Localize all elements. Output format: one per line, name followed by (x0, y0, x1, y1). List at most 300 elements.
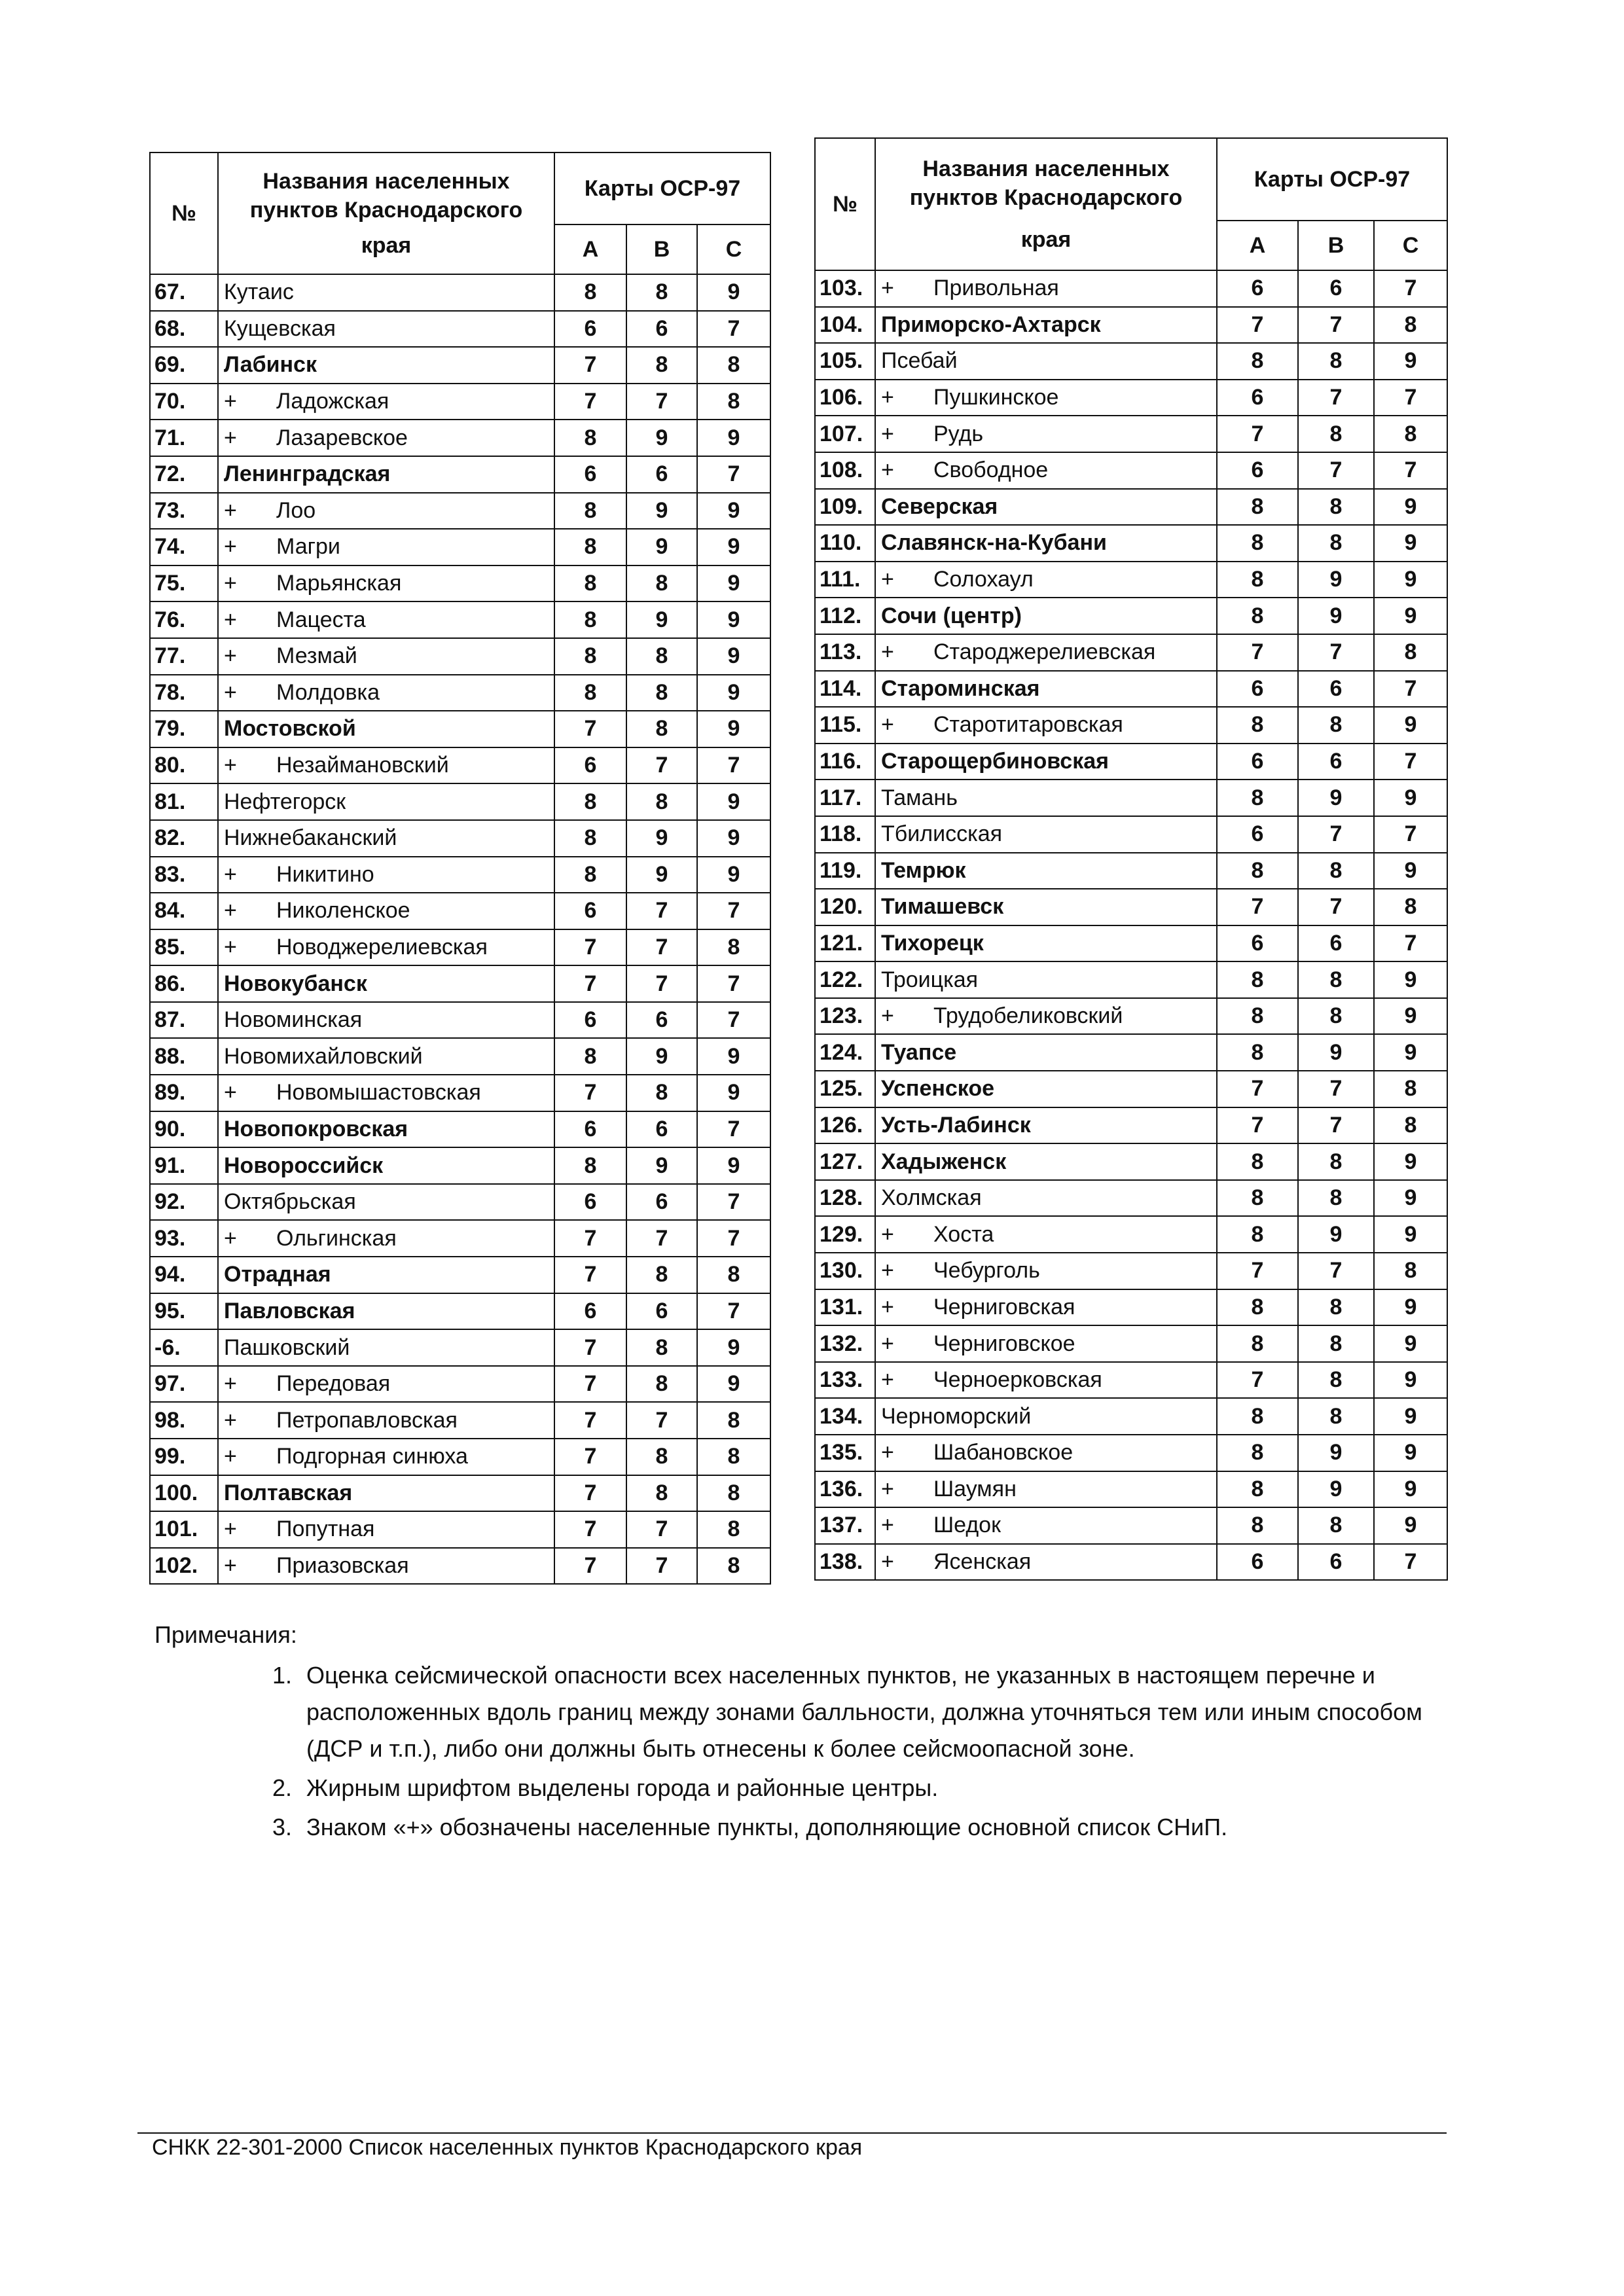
value-c: 7 (1374, 744, 1447, 780)
settlement-name-text: Черноерковская (933, 1367, 1102, 1393)
table-row (815, 270, 1447, 307)
table-row (150, 529, 770, 565)
value-c: 7 (1374, 380, 1447, 416)
row-number: 123. (815, 998, 875, 1035)
value-a: 6 (554, 1002, 626, 1039)
value-c: 9 (1374, 562, 1447, 598)
value-b: 6 (626, 1111, 697, 1148)
value-b: 8 (626, 638, 697, 675)
plus-marker: + (224, 934, 237, 960)
table-row (150, 347, 770, 384)
row-number: 68. (150, 311, 218, 348)
value-a: 8 (1217, 598, 1298, 634)
settlement-name-text: Марьянская (276, 571, 402, 596)
table-left (149, 152, 771, 1585)
settlement-name-text: Псебай (881, 348, 958, 374)
table-row (150, 565, 770, 602)
table-row (815, 961, 1447, 998)
value-a: 7 (554, 1511, 626, 1548)
value-a: 6 (554, 1111, 626, 1148)
settlement-name (875, 1471, 1217, 1508)
value-a: 6 (1217, 452, 1298, 489)
plus-marker: + (881, 1258, 894, 1283)
table-row (150, 747, 770, 784)
value-b: 7 (626, 384, 697, 420)
value-c: 9 (1374, 1325, 1447, 1362)
table-row (815, 452, 1447, 489)
value-b: 9 (1298, 1471, 1374, 1508)
note-item: 1. Оценка сейсмической опасности всех населенных пунктов, не указанных в настоящем перечне и расположенных вдоль границ между зонами балльности, должна уточняться тем или иным способом (ДСР и т.п.), либо они должны быть отнесены к более сейсмоопасной зоне. (298, 1657, 1437, 1767)
value-a: 7 (554, 1257, 626, 1293)
settlement-name (875, 343, 1217, 380)
settlement-name-text: Отрадная (224, 1262, 331, 1287)
value-b: 6 (626, 311, 697, 348)
value-c: 9 (697, 1329, 770, 1366)
settlement-name-text: Новороссийск (224, 1153, 384, 1178)
table-row (815, 489, 1447, 526)
settlement-name-text: Темрюк (881, 857, 966, 883)
plus-marker: + (881, 1331, 894, 1356)
row-number: 84. (150, 893, 218, 929)
value-a: 7 (554, 347, 626, 384)
value-a: 8 (554, 420, 626, 456)
value-c: 7 (697, 311, 770, 348)
settlement-name-text: Лоо (276, 497, 316, 523)
settlement-name (218, 857, 554, 893)
value-b: 9 (626, 1147, 697, 1184)
value-b: 8 (1298, 1180, 1374, 1217)
value-a: 6 (1217, 744, 1298, 780)
settlement-name (218, 1220, 554, 1257)
table-row (150, 820, 770, 857)
row-number: 124. (815, 1034, 875, 1071)
table-row (815, 1253, 1447, 1289)
table-row (815, 1071, 1447, 1107)
value-b: 8 (626, 1439, 697, 1475)
value-b: 9 (626, 420, 697, 456)
table-row (150, 1220, 770, 1257)
plus-marker: + (881, 421, 894, 446)
value-c: 8 (1374, 889, 1447, 925)
settlement-name-text: Тбилисская (881, 821, 1003, 847)
row-number: 135. (815, 1435, 875, 1471)
value-b: 9 (1298, 1034, 1374, 1071)
value-a: 6 (1217, 671, 1298, 708)
table-row (815, 707, 1447, 744)
settlement-name-text: Троицкая (881, 967, 979, 992)
value-c: 8 (697, 1439, 770, 1475)
header-col-b: B (626, 224, 697, 274)
settlement-name (218, 311, 554, 348)
value-b: 8 (626, 1075, 697, 1111)
settlement-name-text: Старощербиновская (881, 749, 1109, 774)
value-b: 8 (1298, 1143, 1374, 1180)
value-c: 8 (697, 384, 770, 420)
table-row (150, 384, 770, 420)
settlement-name-text: Петропавловская (276, 1407, 458, 1433)
settlement-name-text: Молдовка (276, 679, 380, 705)
value-c: 9 (1374, 343, 1447, 380)
value-c: 7 (697, 1184, 770, 1221)
value-c: 8 (1374, 1107, 1447, 1144)
plus-marker: + (224, 1553, 237, 1579)
table-row (815, 525, 1447, 562)
plus-marker: + (224, 1516, 237, 1542)
table-row (815, 1325, 1447, 1362)
table-row (150, 456, 770, 493)
value-b: 6 (1298, 744, 1374, 780)
value-c: 9 (697, 274, 770, 311)
settlement-name (218, 1475, 554, 1512)
value-c: 9 (1374, 780, 1447, 816)
table-row (815, 1507, 1447, 1544)
value-a: 7 (554, 1548, 626, 1585)
value-b: 7 (1298, 816, 1374, 853)
value-b: 8 (1298, 1507, 1374, 1544)
header-maps: Карты ОСР-97 (554, 152, 770, 224)
value-c: 9 (697, 857, 770, 893)
value-b: 8 (626, 1366, 697, 1403)
row-number: 100. (150, 1475, 218, 1512)
table-row (150, 1548, 770, 1585)
settlement-name (218, 1075, 554, 1111)
settlement-name (218, 420, 554, 456)
value-a: 6 (554, 893, 626, 929)
header-name: Названия населенных пунктов Краснодарского края (875, 138, 1217, 270)
value-a: 8 (554, 601, 626, 638)
settlement-name (218, 1402, 554, 1439)
value-a: 8 (1217, 1180, 1298, 1217)
table-row (815, 562, 1447, 598)
settlement-name-text: Приазовская (276, 1553, 409, 1579)
table-row (815, 598, 1447, 634)
value-a: 8 (554, 820, 626, 857)
value-b: 7 (1298, 1253, 1374, 1289)
settlement-name-text: Шабановское (933, 1440, 1074, 1465)
value-c: 7 (697, 1111, 770, 1148)
settlement-name-text: Новокубанск (224, 971, 367, 996)
value-b: 8 (626, 783, 697, 820)
settlement-name-text: Новоминская (224, 1007, 363, 1033)
row-number: 109. (815, 489, 875, 526)
value-c: 8 (1374, 634, 1447, 671)
value-c: 8 (1374, 416, 1447, 452)
settlement-name (218, 1002, 554, 1039)
table-row (150, 1184, 770, 1221)
value-c: 9 (697, 783, 770, 820)
value-c: 8 (1374, 1253, 1447, 1289)
row-number: 94. (150, 1257, 218, 1293)
value-b: 8 (1298, 707, 1374, 744)
table-left-body (150, 274, 770, 1584)
row-number: 97. (150, 1366, 218, 1403)
settlement-name (875, 525, 1217, 562)
table-row (815, 1143, 1447, 1180)
table-row (150, 965, 770, 1002)
settlement-name-text: Шаумян (933, 1476, 1017, 1501)
value-b: 8 (626, 1475, 697, 1512)
table-row (815, 1216, 1447, 1253)
value-b: 8 (626, 565, 697, 602)
table-row (150, 1475, 770, 1512)
row-number: 130. (815, 1253, 875, 1289)
row-number: 83. (150, 857, 218, 893)
notes-title: Примечания: (154, 1621, 297, 1648)
row-number: 110. (815, 525, 875, 562)
settlement-name-text: Черниговская (933, 1294, 1075, 1319)
settlement-name (218, 1257, 554, 1293)
row-number: 126. (815, 1107, 875, 1144)
row-number: 79. (150, 711, 218, 747)
plus-marker: + (881, 1513, 894, 1538)
settlement-name (875, 780, 1217, 816)
settlement-name-text: Усть-Лабинск (881, 1112, 1031, 1138)
settlement-name-text: Нижнебаканский (224, 825, 397, 851)
value-a: 8 (1217, 707, 1298, 744)
value-a: 7 (554, 384, 626, 420)
plus-marker: + (224, 753, 237, 778)
row-number: 128. (815, 1180, 875, 1217)
row-number: 120. (815, 889, 875, 925)
value-a: 6 (554, 456, 626, 493)
value-a: 7 (1217, 1071, 1298, 1107)
table-row (815, 416, 1447, 452)
value-a: 7 (1217, 1362, 1298, 1399)
value-c: 7 (697, 1293, 770, 1330)
settlement-name (875, 1216, 1217, 1253)
header-col-c: C (1374, 221, 1447, 270)
value-a: 7 (1217, 1107, 1298, 1144)
value-b: 7 (626, 747, 697, 784)
header-col-c: C (697, 224, 770, 274)
table-row (150, 1147, 770, 1184)
value-c: 9 (1374, 1143, 1447, 1180)
value-a: 8 (1217, 1216, 1298, 1253)
value-c: 9 (1374, 1507, 1447, 1544)
settlement-name (875, 1071, 1217, 1107)
plus-marker: + (881, 1221, 894, 1247)
value-c: 9 (1374, 1289, 1447, 1326)
value-a: 8 (554, 1038, 626, 1075)
row-number: 121. (815, 925, 875, 962)
value-c: 9 (697, 1075, 770, 1111)
table-row (815, 816, 1447, 853)
settlement-name (218, 565, 554, 602)
value-b: 9 (626, 601, 697, 638)
settlement-name-text: Рудь (933, 421, 984, 446)
settlement-name (218, 1548, 554, 1585)
value-b: 7 (1298, 307, 1374, 344)
row-number: 138. (815, 1544, 875, 1581)
settlement-name-text: Никитино (276, 861, 374, 887)
settlement-name (875, 307, 1217, 344)
value-b: 7 (626, 1402, 697, 1439)
row-number: 106. (815, 380, 875, 416)
value-b: 8 (1298, 1289, 1374, 1326)
row-number: 105. (815, 343, 875, 380)
value-a: 6 (1217, 816, 1298, 853)
value-b: 9 (626, 820, 697, 857)
settlement-name-text: Чебурголь (933, 1258, 1040, 1283)
table-row (815, 1544, 1447, 1581)
plus-marker: + (224, 607, 237, 632)
settlement-name (875, 816, 1217, 853)
row-number: 74. (150, 529, 218, 565)
value-b: 7 (626, 1511, 697, 1548)
value-a: 8 (1217, 562, 1298, 598)
settlement-name-text: Старотитаровская (933, 712, 1123, 738)
plus-marker: + (224, 679, 237, 705)
table-row (150, 1366, 770, 1403)
value-a: 8 (554, 857, 626, 893)
header-num: № (150, 152, 218, 274)
value-b: 9 (626, 529, 697, 565)
value-c: 7 (1374, 671, 1447, 708)
value-c: 9 (1374, 707, 1447, 744)
table-row (815, 634, 1447, 671)
settlement-name (218, 675, 554, 711)
settlement-name (218, 493, 554, 529)
settlement-name (218, 1111, 554, 1148)
settlement-name-text: Тихорецк (881, 930, 984, 956)
settlement-name (875, 1435, 1217, 1471)
value-a: 8 (1217, 1398, 1298, 1435)
plus-marker: + (224, 643, 237, 669)
plus-marker: + (881, 639, 894, 665)
row-number: 112. (815, 598, 875, 634)
value-c: 9 (697, 711, 770, 747)
value-c: 9 (697, 1038, 770, 1075)
header-col-b: B (1298, 221, 1374, 270)
table-row (150, 274, 770, 311)
value-b: 9 (626, 857, 697, 893)
value-b: 9 (626, 493, 697, 529)
value-c: 9 (1374, 1471, 1447, 1508)
row-number: 111. (815, 562, 875, 598)
value-b: 7 (626, 1220, 697, 1257)
settlement-name (875, 1398, 1217, 1435)
plus-marker: + (881, 567, 894, 592)
row-number: 102. (150, 1548, 218, 1585)
value-c: 9 (697, 565, 770, 602)
plus-marker: + (224, 1225, 237, 1251)
plus-marker: + (881, 1549, 894, 1575)
plus-marker: + (881, 1367, 894, 1393)
value-a: 8 (554, 493, 626, 529)
settlement-name-text: Пашковский (224, 1335, 350, 1360)
value-a: 8 (1217, 961, 1298, 998)
value-c: 7 (697, 965, 770, 1002)
value-c: 7 (697, 456, 770, 493)
value-b: 7 (1298, 452, 1374, 489)
row-number: 91. (150, 1147, 218, 1184)
value-b: 8 (1298, 853, 1374, 889)
value-a: 7 (1217, 1253, 1298, 1289)
value-b: 9 (1298, 780, 1374, 816)
value-a: 8 (1217, 1507, 1298, 1544)
value-a: 8 (1217, 1289, 1298, 1326)
settlement-name (218, 274, 554, 311)
row-number: 108. (815, 452, 875, 489)
settlement-name-text: Подгорная синюха (276, 1444, 468, 1469)
settlement-name (218, 1293, 554, 1330)
row-number: 89. (150, 1075, 218, 1111)
value-c: 9 (697, 420, 770, 456)
value-a: 8 (1217, 853, 1298, 889)
row-number: 88. (150, 1038, 218, 1075)
row-number: 87. (150, 1002, 218, 1039)
value-a: 6 (1217, 270, 1298, 307)
settlement-name-text: Свободное (933, 457, 1049, 483)
settlement-name (218, 347, 554, 384)
settlement-name-text: Пушкинское (933, 385, 1059, 410)
settlement-name-text: Лабинск (224, 352, 317, 378)
row-number: 98. (150, 1402, 218, 1439)
value-a: 7 (554, 1329, 626, 1366)
plus-marker: + (224, 1407, 237, 1433)
settlement-name (875, 1143, 1217, 1180)
value-c: 9 (1374, 961, 1447, 998)
value-a: 6 (554, 1184, 626, 1221)
settlement-name (875, 270, 1217, 307)
table-row (150, 783, 770, 820)
settlement-name-text: Кутаис (224, 279, 294, 305)
value-c: 9 (697, 675, 770, 711)
plus-marker: + (224, 497, 237, 523)
value-b: 8 (626, 675, 697, 711)
header-col-a: A (554, 224, 626, 274)
table-row (150, 711, 770, 747)
value-b: 8 (1298, 1325, 1374, 1362)
value-b: 7 (1298, 1107, 1374, 1144)
value-a: 8 (1217, 998, 1298, 1035)
footer-divider (137, 2132, 1447, 2134)
value-b: 8 (1298, 1398, 1374, 1435)
value-b: 9 (1298, 1435, 1374, 1471)
value-b: 6 (1298, 671, 1374, 708)
settlement-name-text: Ольгинская (276, 1225, 397, 1251)
value-c: 8 (697, 347, 770, 384)
row-number: 119. (815, 853, 875, 889)
value-c: 9 (697, 493, 770, 529)
value-a: 8 (1217, 1435, 1298, 1471)
table-row (150, 857, 770, 893)
settlement-name-text: Староджерелиевская (933, 639, 1156, 665)
value-b: 6 (626, 456, 697, 493)
settlement-name-text: Николенское (276, 898, 410, 924)
settlement-name (218, 711, 554, 747)
value-c: 9 (1374, 1435, 1447, 1471)
value-b: 6 (1298, 1544, 1374, 1581)
value-c: 8 (697, 1548, 770, 1585)
settlement-name (875, 489, 1217, 526)
settlement-name (875, 1180, 1217, 1217)
row-number: 118. (815, 816, 875, 853)
settlement-name-text: Черниговское (933, 1331, 1075, 1356)
settlement-name (875, 744, 1217, 780)
value-a: 7 (1217, 889, 1298, 925)
value-a: 6 (1217, 925, 1298, 962)
table-row (815, 307, 1447, 344)
value-a: 8 (554, 529, 626, 565)
table-row (150, 1439, 770, 1475)
table-row (815, 1398, 1447, 1435)
settlement-name-text: Новомышастовская (276, 1080, 481, 1105)
value-c: 7 (1374, 270, 1447, 307)
settlement-name-text: Северская (881, 493, 998, 519)
settlement-name (875, 925, 1217, 962)
settlement-name-text: Новоджерелиевская (276, 934, 488, 960)
